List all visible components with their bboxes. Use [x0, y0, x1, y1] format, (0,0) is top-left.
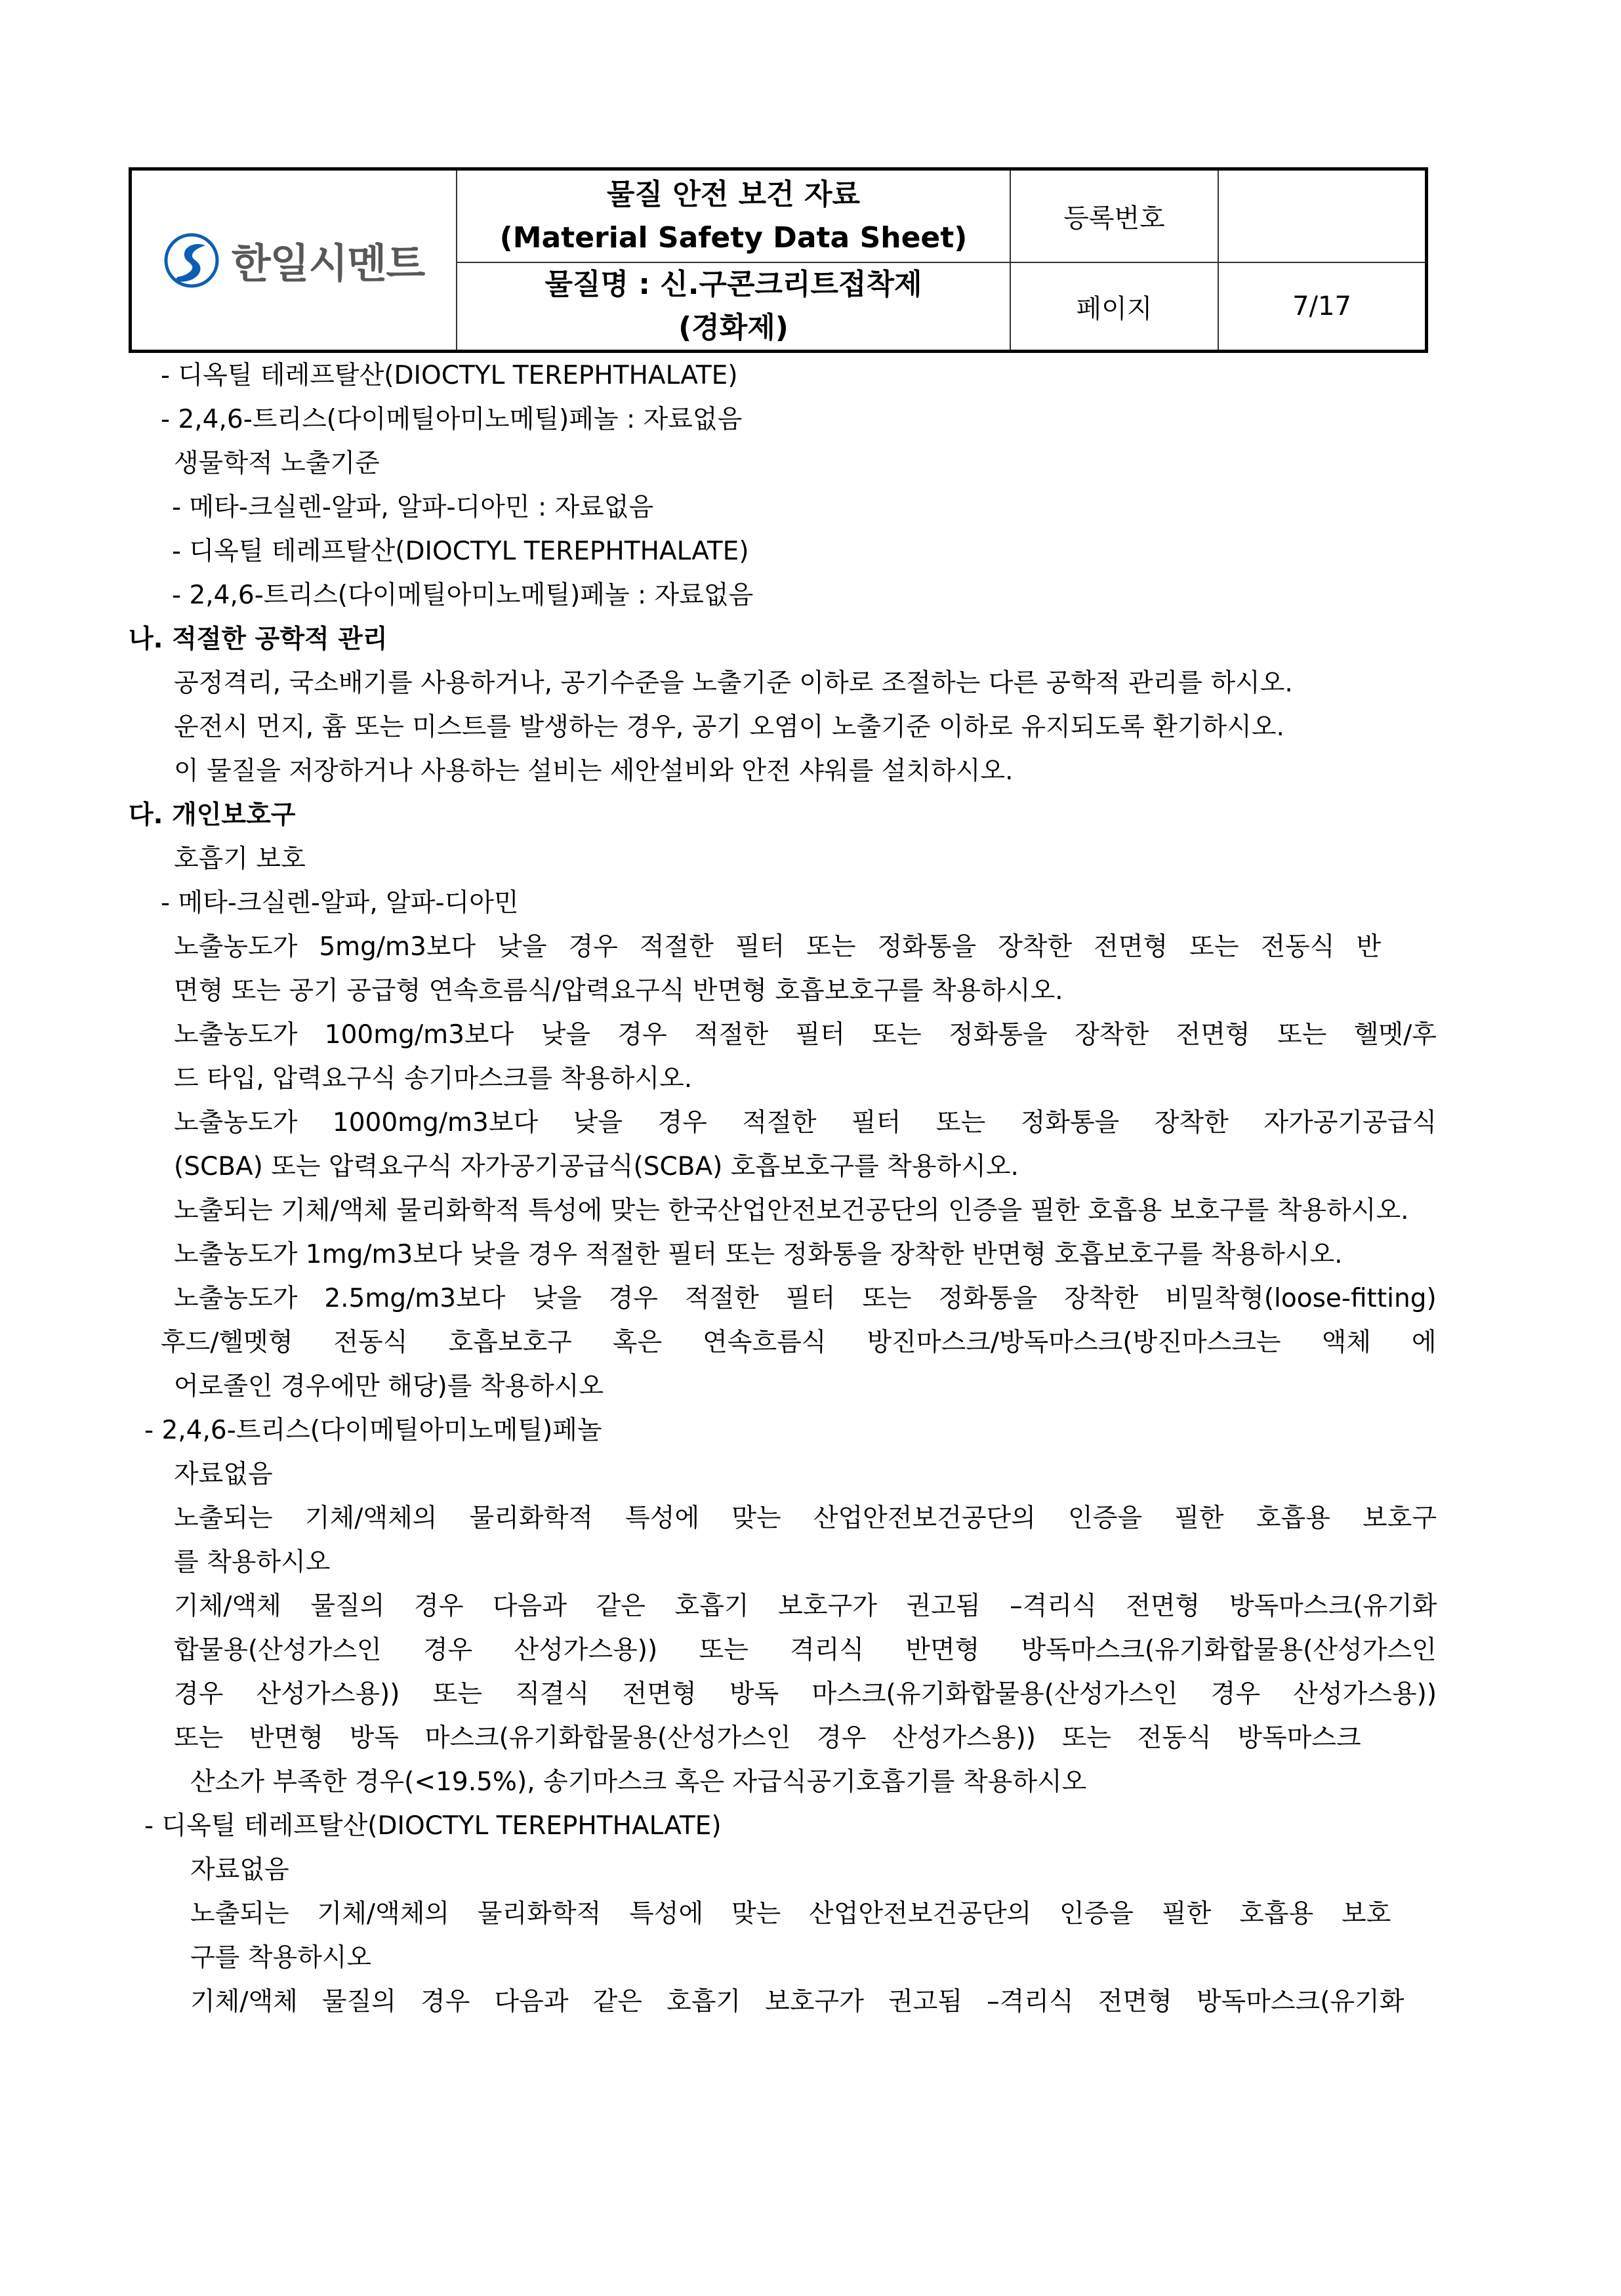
body-text-line: 기체/액체 물질의 경우 다음과 같은 호흡기 보호구가 권고됨 –격리식 전면형 방독마스크(유기화 [174, 1591, 1437, 1621]
body-text-line: 노출되는 기체/액체 물리화학적 특성에 맞는 한국산업안전보건공단의 인증을 필한 호흡용 보호구를 착용하시오. [174, 1196, 1409, 1225]
body-text-line: - 2,4,6-트리스(다이메틸아미노메틸)페놀 [144, 1416, 602, 1445]
body-text-line: 이 물질을 저장하거나 사용하는 설비는 세안설비와 안전 샤워를 설치하시오. [174, 756, 1014, 786]
body-text-line: - 디옥틸 테레프탈산(DIOCTYL TEREPHTHALATE) [144, 1811, 722, 1841]
body-text-line: - 메타-크실렌-알파, 알파-디아민 : 자료없음 [172, 493, 654, 522]
body-text-line: 노출농도가 1000mg/m3보다 낮을 경우 적절한 필터 또는 정화통을 장착한 자가공기공급식 [174, 1108, 1437, 1138]
body-text-line: - 디옥틸 테레프탈산(DIOCTYL TEREPHTHALATE) [172, 537, 749, 566]
body-text-line: 구를 착용하시오 [190, 1943, 372, 1973]
body-text-line: 경우 산성가스용)) 또는 직결식 전면형 방독 마스크(유기화합물용(산성가스인 경우 산성가스용)) [174, 1679, 1437, 1709]
page-number: 7/17 [1292, 291, 1351, 321]
hanil-s-circle-logo-icon [163, 232, 220, 289]
body-text-line: 노출농도가 2.5mg/m3보다 낮을 경우 적절한 필터 또는 정화통을 장착한 비밀착형(loose-fitting) [174, 1284, 1437, 1313]
title-english: (Material Safety Data Sheet) [499, 220, 968, 255]
body-text-line: 자료없음 [174, 1460, 273, 1489]
document-title [457, 171, 1010, 262]
company-name: 한일시멘트 [231, 239, 425, 287]
section-heading: 다. 개인보호구 [129, 800, 296, 830]
msds-header-table [129, 167, 1428, 353]
product-name-line2: (경화제) [678, 311, 789, 344]
page-label: 페이지 [1076, 293, 1153, 324]
body-text-line: 호흡기 보호 [174, 844, 306, 874]
body-text-line: 노출농도가 5mg/m3보다 낮을 경우 적절한 필터 또는 정화통을 장착한 전면형 또는 전동식 반 [174, 932, 1382, 962]
body-text-line: 기체/액체 물질의 경우 다음과 같은 호흡기 보호구가 권고됨 –격리식 전면형 방독마스크(유기화 [190, 1987, 1405, 2017]
body-text-line: 공정격리, 국소배기를 사용하거나, 공기수준을 노출기준 이하로 조절하는 다른 공학적 관리를 하시오. [174, 668, 1293, 698]
body-text-line: 어로졸인 경우에만 해당)를 착용하시오 [174, 1372, 604, 1401]
body-text-line: 노출농도가 1mg/m3보다 낮을 경우 적절한 필터 또는 정화통을 장착한 반면형 호흡보호구를 착용하시오. [174, 1240, 1343, 1269]
body-text-line: 생물학적 노출기준 [174, 449, 380, 478]
body-text-line: (SCBA) 또는 압력요구식 자가공기공급식(SCBA) 호흡보호구를 착용하시오. [174, 1152, 1019, 1181]
body-text-line: 노출농도가 100mg/m3보다 낮을 경우 적절한 필터 또는 정화통을 장착한 전면형 또는 헬멧/후 [174, 1020, 1437, 1050]
body-text-line: - 2,4,6-트리스(다이메틸아미노메틸)페놀 : 자료없음 [172, 581, 754, 610]
body-text-line: 산소가 부족한 경우(<19.5%), 송기마스크 혹은 자급식공기호흡기를 착용하시오 [190, 1767, 1087, 1797]
registration-number-label: 등록번호 [1063, 203, 1165, 234]
body-text-line: 운전시 먼지, 흄 또는 미스트를 발생하는 경우, 공기 오염이 노출기준 이하로 유지되도록 환기하시오. [174, 712, 1284, 742]
product-name [457, 263, 1010, 350]
body-text-line: - 메타-크실렌-알파, 알파-디아민 [161, 888, 519, 918]
body-text-line: 자료없음 [190, 1855, 289, 1885]
product-name-line1: 물질명 : 신.구콘크리트접착제 [544, 268, 922, 301]
body-text-line: - 디옥틸 테레프탈산(DIOCTYL TEREPHTHALATE) [161, 361, 738, 390]
body-text-line: - 2,4,6-트리스(다이메틸아미노메틸)페놀 : 자료없음 [161, 405, 743, 434]
body-text-line: 합물용(산성가스인 경우 산성가스용)) 또는 격리식 반면형 방독마스크(유기화합물용(산성가스인 [174, 1635, 1437, 1665]
body-text-line: 노출되는 기체/액체의 물리화학적 특성에 맞는 산업안전보건공단의 인증을 필한 호흡용 보호 [190, 1899, 1391, 1929]
body-text-line: 를 착용하시오 [174, 1548, 331, 1577]
body-text-line: 면형 또는 공기 공급형 연속흐름식/압력요구식 반면형 호흡보호구를 착용하시오. [174, 976, 1063, 1006]
title-korean: 물질 안전 보건 자료 [607, 177, 860, 211]
section-heading: 나. 적절한 공학적 관리 [129, 625, 388, 654]
body-text-line: 후드/헬멧형 전동식 호흡보호구 혹은 연속흐름식 방진마스크/방독마스크(방진마스크는 액체 에 [161, 1328, 1437, 1357]
company-logo [132, 171, 456, 350]
body-text-line: 드 타입, 압력요구식 송기마스크를 착용하시오. [174, 1064, 693, 1094]
registration-number-value [1219, 171, 1425, 262]
body-text-line: 노출되는 기체/액체의 물리화학적 특성에 맞는 산업안전보건공단의 인증을 필한 호흡용 보호구 [174, 1504, 1437, 1533]
body-text-line: 또는 반면형 방독 마스크(유기화합물용(산성가스인 경우 산성가스용)) 또는 전동식 방독마스크 [174, 1723, 1361, 1753]
